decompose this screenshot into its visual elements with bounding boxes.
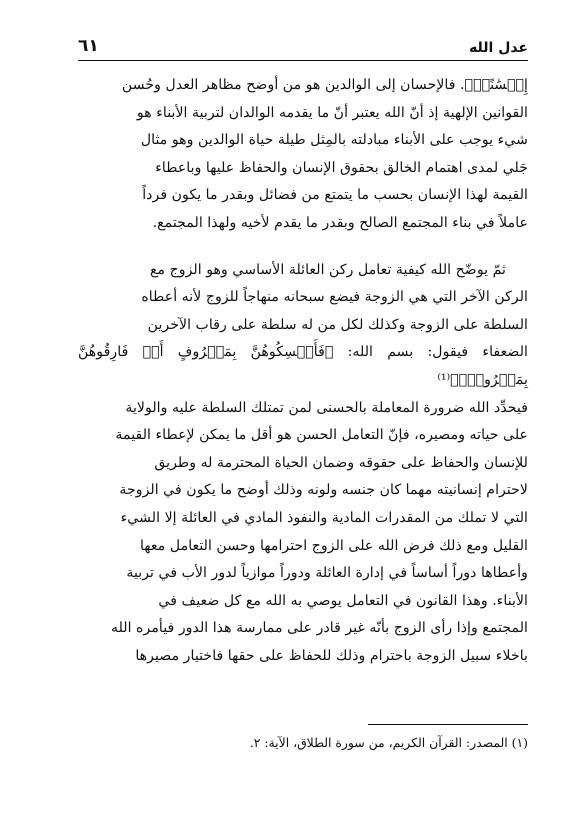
footnote-rule — [368, 724, 528, 725]
book-page — [78, 28, 528, 750]
paragraph-1 — [78, 72, 528, 238]
text-line: التي لا تملك من المقدرات المادية والنفوذ المادي في العائلة إلا الشيء — [120, 509, 528, 526]
footnote: (١) المصدر: القرآن الكريم، من سورة الطلاق، الآية: ٢. — [249, 735, 528, 750]
text-line: باخلاء سبيل الزوجة باحترام وذلك للحفاظ على حقها فاختيار مصيرها — [135, 647, 528, 664]
text-line: القليل ومع ذلك فرض الله على الزوج احترامها وحسن التعامل معها — [140, 537, 528, 554]
header-rule — [78, 60, 528, 61]
text-line: جَلي لمدى اهتمام الخالق بحقوق الإنسان والحفاظ عليها وباعطاء — [155, 159, 528, 176]
page-number: ٦١ — [78, 36, 99, 56]
text-line: عاملاً في بناء المجتمع الصالح وبقدر ما يقدم لأخيه ولهذا المجتمع. — [152, 214, 528, 231]
text-line: السلطة على الزوجة وكذلك لكل من له سلطة على رقاب الآخرين — [147, 316, 528, 333]
text-line — [78, 257, 528, 285]
text-line: الضعفاء فيقول: بسم الله: ﴿فَأَمۡسِكُوهُنَّ بِمَعۡرُوفٍ أَوۡ فَارِقُوهُنَّ بِمَعۡرُوفٍۚ﴾⁽¹⁾ — [78, 344, 528, 388]
text-line: المجتمع وإذا رأى الزوج بأنّه غير قادر على ممارسة هذا الدور فيأمره الله — [110, 620, 528, 637]
text-line: الأبناء. وهذا القانون في التعامل يوصي به الله مع كل ضعيف في — [158, 592, 528, 609]
text-line: للإنسان والحفاظ على حقوقه وضمان الحياة المحترمة له وطريق — [154, 454, 528, 471]
text-line: إِحۡسَٰنًاۚ﴾. فالإحسان إلى الوالدين هو من أوضح مظاهر العدل وحُسن — [121, 77, 528, 93]
text-line: لاحترام إنسانيته مهما كان جنسه ولونه وذلك أوضح ما يكون في الزوجة — [119, 482, 528, 499]
text-line: شيء يوجب على الأبناء مبادلته بالمِثل طيلة حياة الوالدين وهو مثال — [140, 132, 528, 149]
text-line: القيمة لهذا الإنسان بحسب ما يتمتع من فضائل وبقدر ما يكون فرداً — [142, 187, 528, 204]
text-line: الركن الآخر التي هي الزوجة فيضع سبحانه منهاجاً للزوج لأنه أعطاه — [141, 289, 528, 306]
text-line: القوانين الإلهية إذ أنّ الله يعتبر أنّ ما يقدمه الوالدان لتربية الأبناء هو — [136, 104, 528, 121]
running-header — [78, 28, 528, 56]
text-line-content: ثمّ يوضّح الله كيفية تعامل ركن العائلة الأساسي وهو الزوج مع — [149, 261, 506, 278]
running-title: عدل الله — [469, 40, 528, 56]
text-line: على حياته ومصيره، فإنّ التعامل الحسن هو أقل ما يمكن لإعطاء القيمة — [115, 427, 528, 444]
paragraph-2 — [78, 257, 528, 671]
text-line: فيحدِّد الله ضرورة المعاملة بالحسنى لمن تمتلك السلطة عليه والولاية — [125, 399, 528, 416]
text-line: وأعطاها دوراً أساساً في إدارة العائلة ودوراً موازياً لدور الأب في تربية — [126, 565, 528, 582]
